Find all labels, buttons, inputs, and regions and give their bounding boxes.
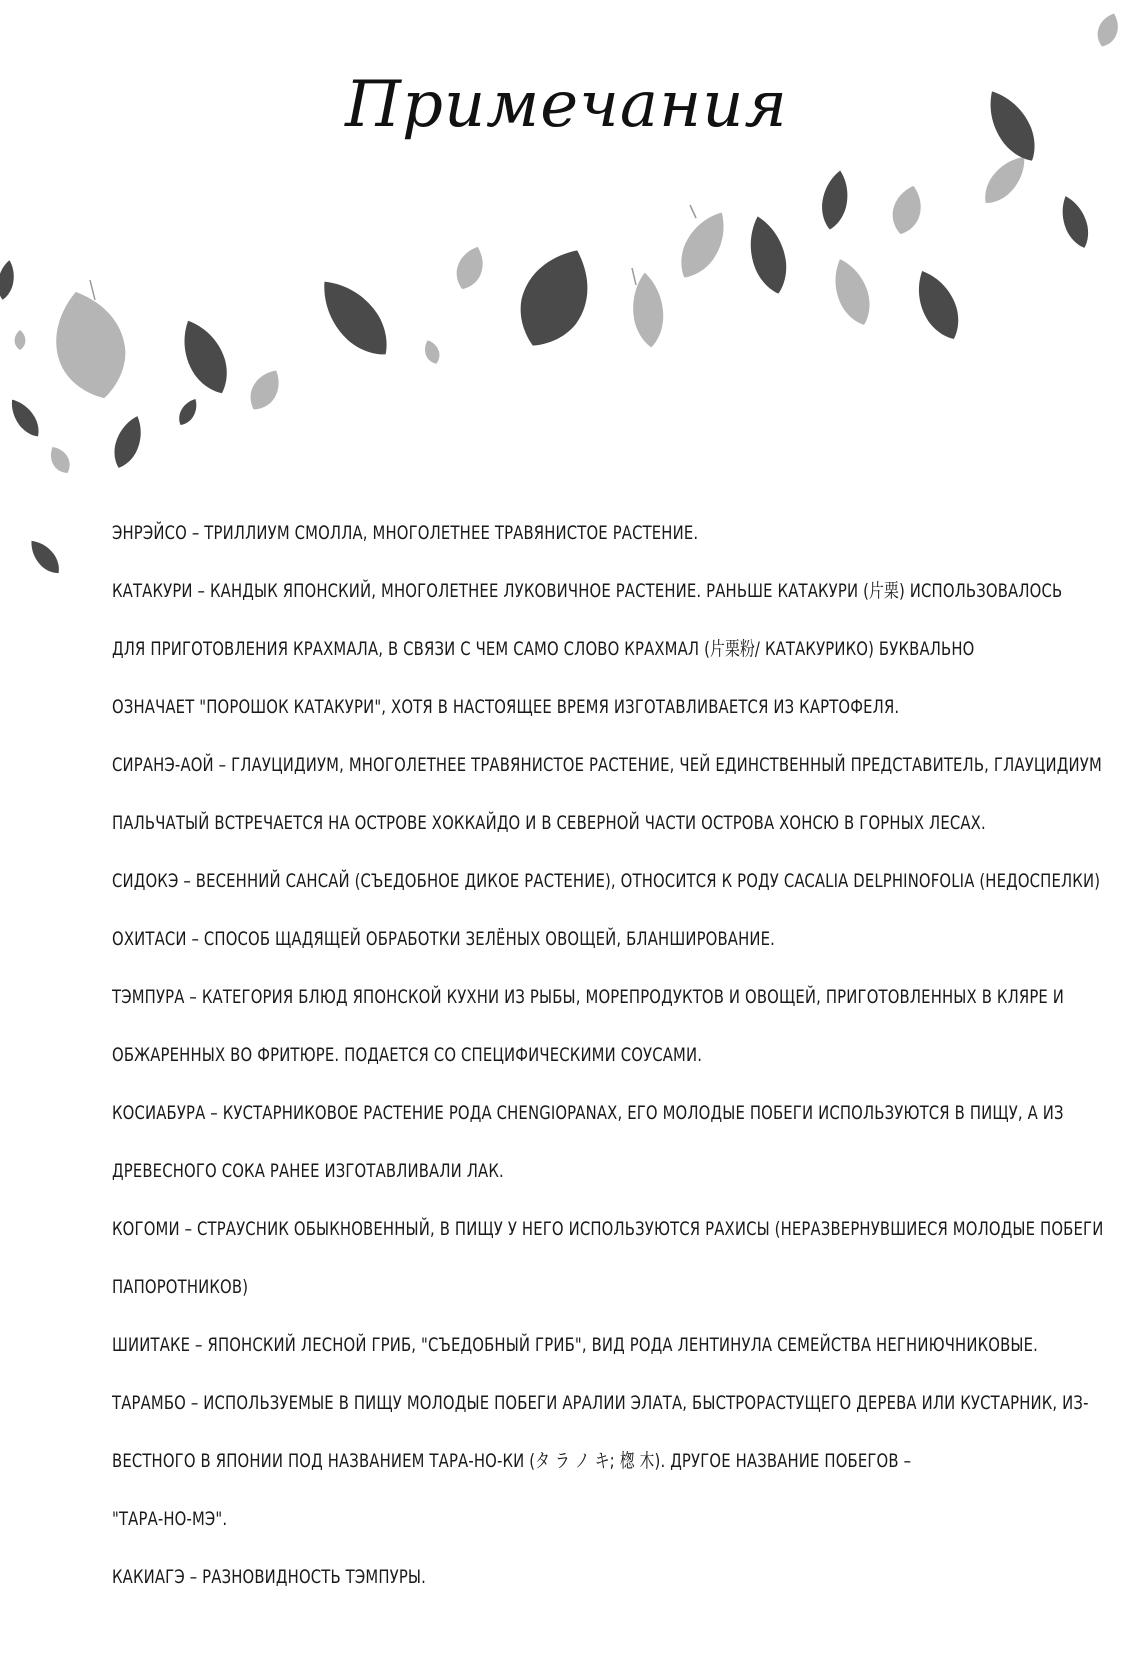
note-line: ОБЖАРЕННЫХ ВО ФРИТЮРЕ. ПОДАЕТСЯ СО СПЕЦИФИЧЕСКИМИ СОУСАМИ. xyxy=(112,1044,703,1066)
note-line: ТЭМПУРА – КАТЕГОРИЯ БЛЮД ЯПОНСКОЙ КУХНИ ИЗ РЫБЫ, МОРЕПРОДУКТОВ И ОВОЩЕЙ, ПРИГОТОВЛЕННЫХ В КЛЯРЕ И xyxy=(112,986,1065,1008)
page-title: Примечания xyxy=(345,68,788,142)
note-line: КОСИАБУРА – КУСТАРНИКОВОЕ РАСТЕНИЕ РОДА CHENGIOPANAX, ЕГО МОЛОДЫЕ ПОБЕГИ ИСПОЛЬЗУЮТСЯ В ПИЩУ, А ИЗ xyxy=(112,1102,1064,1124)
note-line: СИРАНЭ-АОЙ – ГЛАУЦИДИУМ, МНОГОЛЕТНЕЕ ТРАВЯНИСТОЕ РАСТЕНИЕ, ЧЕЙ ЕДИНСТВЕННЫЙ ПРЕДСТАВИТЕЛЬ, ГЛАУЦИДИУМ xyxy=(112,754,1102,776)
note-line: ПАЛЬЧАТЫЙ ВСТРЕЧАЕТСЯ НА ОСТРОВЕ ХОККАЙДО И В СЕВЕРНОЙ ЧАСТИ ОСТРОВА ХОНСЮ В ГОРНЫХ ЛЕСАХ. xyxy=(112,812,986,834)
note-line: КАТАКУРИ – КАНДЫК ЯПОНСКИЙ, МНОГОЛЕТНЕЕ ЛУКОВИЧНОЕ РАСТЕНИЕ. РАНЬШЕ КАТАКУРИ (片栗) ИСПОЛЬЗОВАЛОСЬ xyxy=(112,580,1063,602)
note-line: КАКИАГЭ – РАЗНОВИДНОСТЬ ТЭМПУРЫ. xyxy=(112,1566,427,1588)
note-line: ДЛЯ ПРИГОТОВЛЕНИЯ КРАХМАЛА, В СВЯЗИ С ЧЕМ САМО СЛОВО КРАХМАЛ (片栗粉/ КАТАКУРИКО) БУКВАЛЬНО xyxy=(112,638,975,660)
note-line: ТАРАМБО – ИСПОЛЬЗУЕМЫЕ В ПИЩУ МОЛОДЫЕ ПОБЕГИ АРАЛИИ ЭЛАТА, БЫСТРОРАСТУЩЕГО ДЕРЕВА ИЛИ КУСТАРНИК, ИЗ- xyxy=(112,1392,1089,1414)
note-line: КОГОМИ – СТРАУСНИК ОБЫКНОВЕННЫЙ, В ПИЩУ У НЕГО ИСПОЛЬЗУЮТСЯ РАХИСЫ (НЕРАЗВЕРНУВШИЕСЯ МОЛОДЫЕ ПОБЕГИ xyxy=(112,1218,1104,1240)
note-line: ПАПОРОТНИКОВ) xyxy=(112,1276,249,1298)
note-line: ОХИТАСИ – СПОСОБ ЩАДЯЩЕЙ ОБРАБОТКИ ЗЕЛЁНЫХ ОВОЩЕЙ, БЛАНШИРОВАНИЕ. xyxy=(112,928,776,950)
note-line: ОЗНАЧАЕТ "ПОРОШОК КАТАКУРИ", ХОТЯ В НАСТОЯЩЕЕ ВРЕМЯ ИЗГОТАВЛИВАЕТСЯ ИЗ КАРТОФЕЛЯ. xyxy=(112,696,900,718)
note-line: ШИИТАКЕ – ЯПОНСКИЙ ЛЕСНОЙ ГРИБ, "СЪЕДОБНЫЙ ГРИБ", ВИД РОДА ЛЕНТИНУЛА СЕМЕЙСТВА НЕГНИЮЧНИКОВЫЕ. xyxy=(112,1334,1039,1356)
note-line: ВЕСТНОГО В ЯПОНИИ ПОД НАЗВАНИЕМ ТАРА-НО-КИ (タ ラ ノ キ; 楤 木). ДРУГОЕ НАЗВАНИЕ ПОБЕГОВ – xyxy=(112,1450,912,1472)
note-line: ЭНРЭЙСО – ТРИЛЛИУМ СМОЛЛА, МНОГОЛЕТНЕЕ ТРАВЯНИСТОЕ РАСТЕНИЕ. xyxy=(112,522,699,544)
note-line: ДРЕВЕСНОГО СОКА РАНЕЕ ИЗГОТАВЛИВАЛИ ЛАК. xyxy=(112,1160,504,1182)
note-line: "ТАРА-НО-МЭ". xyxy=(112,1508,228,1530)
notes-list xyxy=(112,504,1104,1606)
note-line: СИДОКЭ – ВЕСЕННИЙ САНСАЙ (СЪЕДОБНОЕ ДИКОЕ РАСТЕНИЕ), ОТНОСИТСЯ К РОДУ CACALIA DELPHINOFOLIA (НЕДОСПЕЛКИ) xyxy=(112,870,1101,892)
